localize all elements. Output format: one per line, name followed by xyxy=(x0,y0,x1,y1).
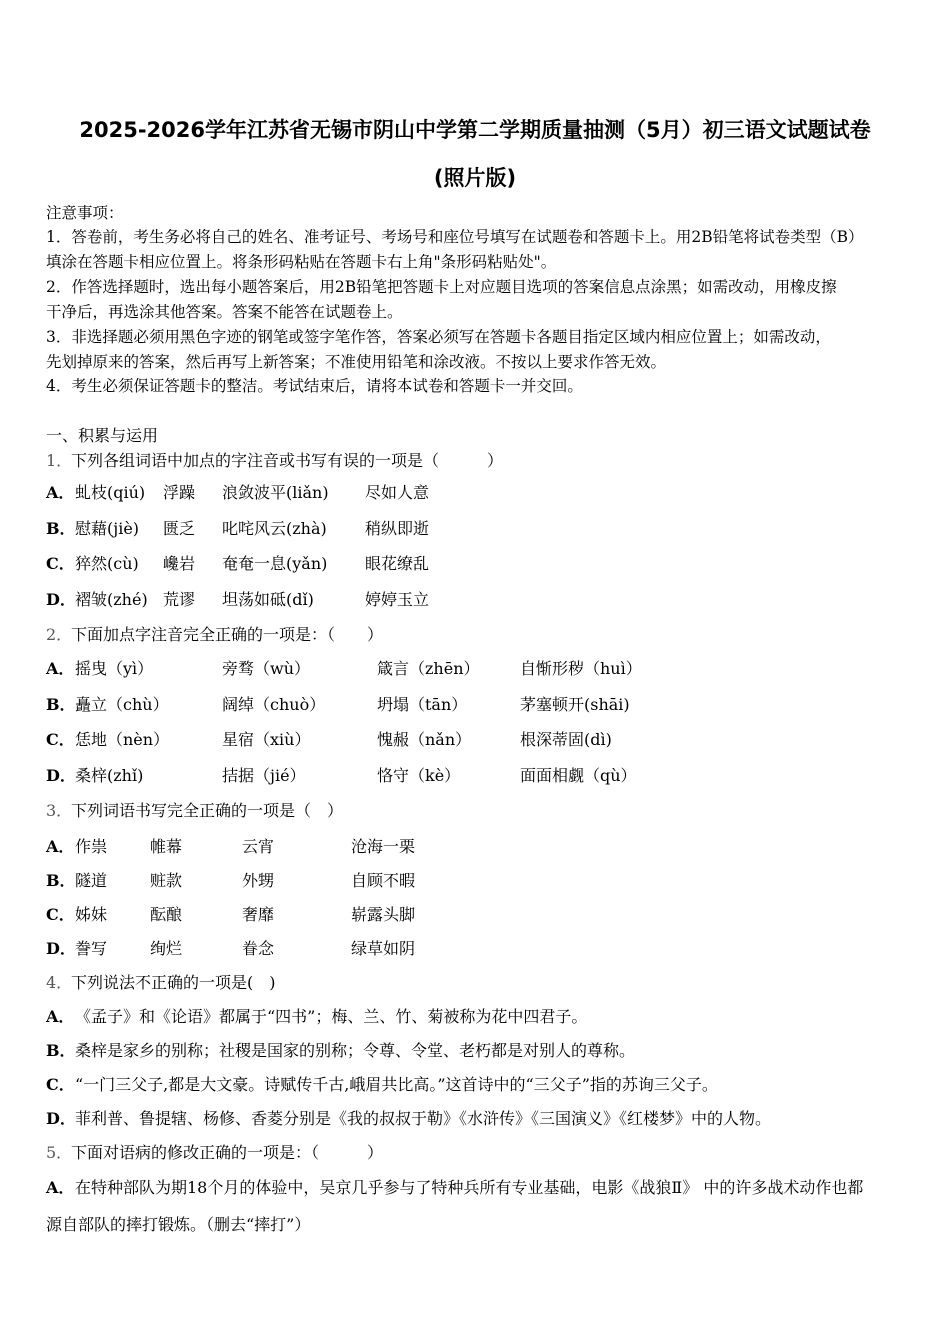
option-label: C． xyxy=(46,905,75,924)
option-label: B． xyxy=(46,871,76,890)
option-item: 阔绰（chuò） xyxy=(222,695,326,714)
option-label: A． xyxy=(46,1178,75,1197)
option-item: 恁地（nèn） xyxy=(75,730,170,749)
option-item: 旁骛（wù） xyxy=(222,659,311,678)
option-item: 稍纵即逝 xyxy=(365,519,430,538)
option-item: 婷婷玉立 xyxy=(365,590,430,609)
option-item: 猝然(cù) xyxy=(75,554,139,573)
question-stem: 下列说法不正确的一项是( ) xyxy=(71,973,276,992)
option-text: “一门三父子,都是大文豪。诗赋传千古,峨眉共比高。”这首诗中的“三父子”指的苏询三父子。 xyxy=(75,1075,718,1094)
option-item: 誊写 xyxy=(75,939,108,958)
option-item: 眷念 xyxy=(242,939,275,958)
option-item: 绿草如阴 xyxy=(351,939,416,958)
question-number: 4． xyxy=(46,973,73,992)
option-item: 慰藉(jiè) xyxy=(75,519,140,538)
option-item: 面面相觑（qù） xyxy=(520,766,637,785)
option-label: A． xyxy=(46,837,75,856)
option-item: 自顾不暇 xyxy=(351,871,416,890)
option-label: D． xyxy=(46,590,76,609)
option-item: 星宿（xiù） xyxy=(222,730,311,749)
option-item: 崭露头脚 xyxy=(351,905,416,924)
option-item: 褶皱(zhé) xyxy=(75,590,148,609)
option-label: B． xyxy=(46,1041,76,1060)
note-line: 干净后，再选涂其他答案。答案不能答在试题卷上。 xyxy=(46,303,403,321)
option-text-continued: 源自部队的摔打锻炼。（删去“摔打”） xyxy=(46,1215,311,1234)
option-item: 浪敛波平(liǎn) xyxy=(222,483,329,502)
option-item: 恪守（kè） xyxy=(377,766,461,785)
question-stem: 下面加点字注音完全正确的一项是：（ ） xyxy=(71,625,384,644)
option-label: C． xyxy=(46,730,75,749)
question-number: 5． xyxy=(46,1143,73,1162)
option-text: 菲利普、鲁提辖、杨修、香菱分别是《我的叔叔于勒》《水浒传》《三国演义》《红楼梦》中的人物。 xyxy=(75,1109,772,1128)
option-item: 赃款 xyxy=(150,871,183,890)
page-title: 2025-2026学年江苏省无锡市阴山中学第二学期质量抽测（5月）初三语文试题试卷 xyxy=(79,118,871,142)
option-item: 匮乏 xyxy=(163,519,196,538)
note-line: 1．答卷前，考生务必将自己的姓名、准考证号、考场号和座位号填写在试题卷和答题卡上。用2B铅笔将试卷类型（B） xyxy=(46,228,864,246)
option-label: B． xyxy=(46,695,76,714)
option-item: 荒谬 xyxy=(163,590,196,609)
note-line: 3．非选择题必须用黑色字迹的钢笔或签字笔作答，答案必须写在答题卡各题目指定区域内相应位置上；如需改动， xyxy=(46,328,831,346)
option-item: 帷幕 xyxy=(150,837,183,856)
option-item: 坦荡如砥(dǐ) xyxy=(222,590,314,609)
option-label: B． xyxy=(46,519,76,538)
option-text: 《孟子》和《论语》都属于“四书”；梅、兰、竹、菊被称为花中四君子。 xyxy=(75,1007,588,1026)
option-item: 矗立（chù） xyxy=(75,695,169,714)
question-stem: 下列词语书写完全正确的一项是（ ） xyxy=(71,801,344,820)
question-number: 3． xyxy=(46,801,73,820)
option-label: C． xyxy=(46,1075,75,1094)
option-item: 眼花缭乱 xyxy=(365,554,430,573)
option-label: D． xyxy=(46,939,76,958)
question-number: 1． xyxy=(46,451,73,470)
note-line: 4．考生必须保证答题卡的整洁。考试结束后，请将本试卷和答题卡一并交回。 xyxy=(46,377,583,395)
option-item: 叱咤风云(zhà) xyxy=(222,519,327,538)
option-item: 作祟 xyxy=(75,837,108,856)
option-item: 酝酿 xyxy=(150,905,183,924)
option-label: A． xyxy=(46,659,75,678)
notes-heading: 注意事项： xyxy=(46,204,124,222)
option-item: 隧道 xyxy=(75,871,108,890)
option-item: 沧海一栗 xyxy=(351,837,416,856)
option-item: 摇曳（yì） xyxy=(75,659,154,678)
option-label: D． xyxy=(46,1109,76,1128)
option-item: 姊妹 xyxy=(75,905,108,924)
option-item: 尽如人意 xyxy=(365,483,430,502)
option-item: 巉岩 xyxy=(163,554,196,573)
note-line: 先划掉原来的答案，然后再写上新答案；不准使用铅笔和涂改液。不按以上要求作答无效。 xyxy=(46,353,667,371)
note-line: 2．作答选择题时，选出每小题答案后，用2B铅笔把答题卡上对应题目选项的答案信息点涂黑；如需改动，用橡皮擦 xyxy=(46,278,837,296)
option-item: 愧赧（nǎn） xyxy=(377,730,472,749)
option-item: 奢靡 xyxy=(242,905,275,924)
option-item: 箴言（zhēn） xyxy=(377,659,480,678)
option-item: 外甥 xyxy=(242,871,275,890)
option-item: 桑梓(zhǐ) xyxy=(75,766,144,785)
option-label: A． xyxy=(46,483,75,502)
option-item: 浮躁 xyxy=(163,483,196,502)
question-number: 2． xyxy=(46,625,73,644)
option-item: 云宵 xyxy=(242,837,275,856)
option-item: 虬枝(qiú) xyxy=(75,483,146,502)
option-item: 自惭形秽（huì） xyxy=(520,659,642,678)
option-label: C． xyxy=(46,554,75,573)
question-stem: 下面对语病的修改正确的一项是：（ ） xyxy=(71,1143,384,1162)
option-text: 桑梓是家乡的别称；社稷是国家的别称；令尊、令堂、老朽都是对别人的尊称。 xyxy=(75,1041,636,1060)
section-heading: 一、积累与运用 xyxy=(46,426,159,445)
option-text: 在特种部队为期18个月的体验中，吴京几乎参与了特种兵所有专业基础，电影《战狼Ⅱ》 中的许多战术动作也都 xyxy=(75,1178,864,1197)
option-item: 根深蒂固(dì) xyxy=(520,730,612,749)
option-item: 奄奄一息(yǎn) xyxy=(222,554,328,573)
option-item: 拮据（jié） xyxy=(222,766,306,785)
note-line: 填涂在答题卡相应位置上。将条形码粘贴在答题卡右上角"条形码粘贴处"。 xyxy=(46,253,557,271)
option-label: D． xyxy=(46,766,76,785)
question-stem: 下列各组词语中加点的字注音或书写有误的一项是（ ） xyxy=(71,451,504,470)
option-label: A． xyxy=(46,1007,75,1026)
option-item: 茅塞顿开(shāi) xyxy=(520,695,630,714)
option-item: 坍塌（tān） xyxy=(377,695,468,714)
page-subtitle: (照片版) xyxy=(433,166,517,190)
option-item: 绚烂 xyxy=(150,939,183,958)
